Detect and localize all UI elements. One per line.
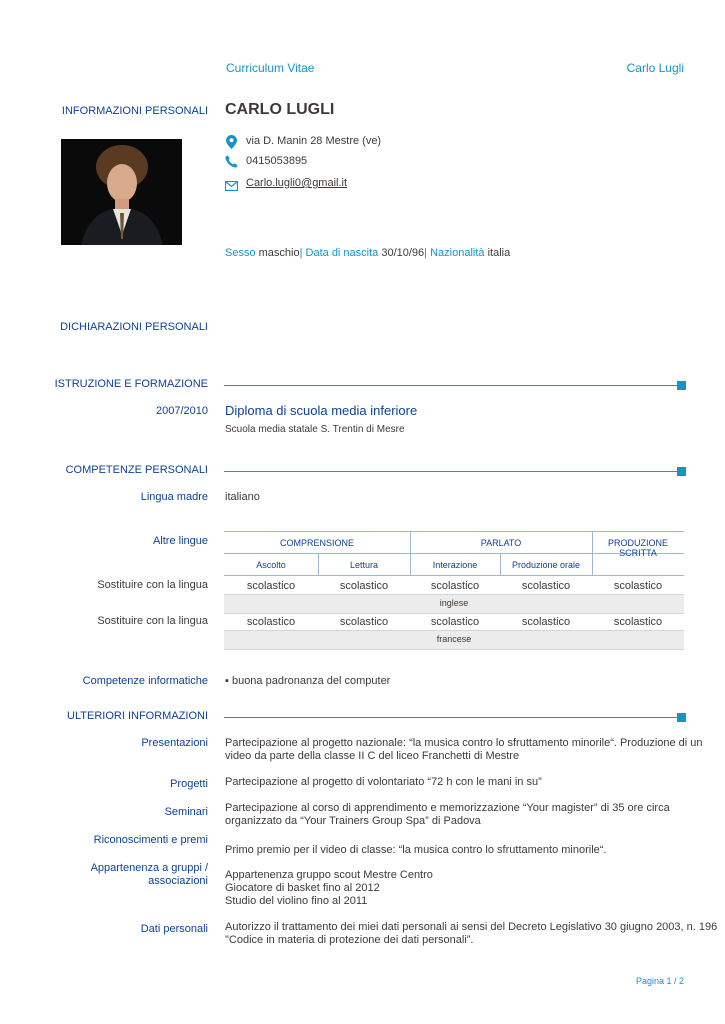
- header-writing: PRODUZIONE SCRITTA: [607, 538, 668, 558]
- personal-data-label: Dati personali: [140, 923, 208, 935]
- other-languages-label: Altre lingue: [152, 535, 208, 547]
- projects-value: Partecipazione al progetto di volontariato “72 h con le mani in su”: [225, 776, 542, 788]
- presentations-label: Presentazioni: [141, 737, 208, 749]
- computer-skills-label: Competenze informatiche: [82, 675, 208, 687]
- document-title: Curriculum Vitae: [226, 61, 315, 75]
- level-oral-production: scolastico: [521, 616, 571, 628]
- personal-data-line-2: "Codice in materia di protezione dei dati personali”.: [225, 934, 474, 946]
- mother-tongue-label: Lingua madre: [140, 491, 208, 503]
- location-pin-icon: [226, 135, 237, 149]
- birth-label: Data di nascita: [302, 247, 382, 259]
- language-row-label: Sostituire con la lingua: [97, 579, 208, 591]
- header-reading: Lettura: [349, 560, 379, 570]
- seminars-label: Seminari: [164, 806, 208, 818]
- language-row-label: Sostituire con la lingua: [97, 615, 208, 627]
- nationality-value: italia: [487, 247, 511, 259]
- header-oral-production: Produzione orale: [511, 560, 581, 570]
- education-school: Scuola media statale S. Trentin di Mesre: [225, 424, 405, 435]
- section-rule: [224, 385, 684, 386]
- level-reading: scolastico: [339, 616, 389, 628]
- seminars-line-2: organizzato da “Your Trainers Group Spa” di Padova: [225, 815, 481, 827]
- nationality-label: Nazionalità: [427, 247, 488, 259]
- header-name: Carlo Lugli: [626, 61, 684, 75]
- profile-photo: [61, 139, 182, 245]
- sex-value: maschio: [255, 247, 300, 259]
- personal-data-line-1: Autorizzo il trattamento dei miei dati personali ai sensi del Decreto Legislativo 30 giugno 2003, n. 196: [225, 921, 718, 933]
- presentations-line-1: Partecipazione al progetto nazionale: “la musica contro lo sfruttamento minorile“. Produzione di un: [225, 737, 703, 749]
- full-name: CARLO LUGLI: [225, 101, 335, 118]
- sex-label: Sesso: [225, 247, 256, 259]
- page-number: Pagina 1 / 2: [635, 976, 684, 986]
- section-skills: COMPETENZE PERSONALI: [65, 464, 208, 476]
- header-comprehension: COMPRENSIONE: [279, 538, 354, 548]
- header-speaking: PARLATO: [480, 538, 522, 548]
- level-oral-production: scolastico: [521, 580, 571, 592]
- email-link[interactable]: Carlo.lugli0@gmail.it: [246, 177, 348, 189]
- section-declarations: DICHIARAZIONI PERSONALI: [60, 321, 208, 333]
- education-title: Diploma di scuola media inferiore: [225, 403, 418, 418]
- language-name: inglese: [439, 598, 469, 608]
- phone-icon: [225, 155, 238, 168]
- mother-tongue-value: italiano: [225, 491, 260, 503]
- section-personal-info: INFORMAZIONI PERSONALI: [61, 105, 208, 117]
- groups-label-line-2: associazioni: [148, 875, 208, 887]
- level-writing: scolastico: [613, 616, 663, 628]
- computer-skills-value: ▪ buona padronanza del computer: [225, 675, 391, 687]
- seminars-line-1: Partecipazione al corso di apprendimento e memorizzazione “Your magister” di 35 ore circa: [225, 802, 670, 814]
- level-interaction: scolastico: [430, 616, 480, 628]
- projects-label: Progetti: [170, 778, 208, 790]
- table-line: [224, 531, 684, 532]
- section-rule: [224, 717, 684, 718]
- header-listening: Ascolto: [256, 560, 286, 570]
- birth-value: 30/10/96: [381, 247, 425, 259]
- awards-label: Riconoscimenti e premi: [93, 834, 208, 846]
- level-interaction: scolastico: [430, 580, 480, 592]
- section-rule: [224, 471, 684, 472]
- groups-line-2: Giocatore di basket fino al 2012: [225, 882, 380, 894]
- personal-details-line: [225, 247, 510, 259]
- section-additional-info: ULTERIORI INFORMAZIONI: [67, 710, 208, 722]
- groups-line-3: Studio del violino fino al 2011: [225, 895, 368, 907]
- level-listening: scolastico: [246, 580, 296, 592]
- level-listening: scolastico: [246, 616, 296, 628]
- table-line: [224, 575, 684, 576]
- level-writing: scolastico: [613, 580, 663, 592]
- groups-line-1: Appartenenza gruppo scout Mestre Centro: [225, 869, 433, 881]
- awards-value: Primo premio per il video di classe: “la musica contro lo sfruttamento minorile“.: [225, 844, 607, 856]
- header-interaction: Interazione: [432, 560, 478, 570]
- section-education: ISTRUZIONE E FORMAZIONE: [54, 378, 208, 390]
- email-icon: [225, 178, 238, 188]
- groups-label-line-1: Appartenenza a gruppi /: [90, 862, 208, 874]
- language-name: francese: [436, 634, 472, 644]
- education-period: 2007/2010: [156, 405, 208, 417]
- presentations-line-2: video da parte della classe II C del liceo Franchetti di Mestre: [225, 750, 520, 762]
- level-reading: scolastico: [339, 580, 389, 592]
- separator: |: [299, 247, 303, 259]
- address: via D. Manin 28 Mestre (ve): [246, 135, 382, 147]
- separator: |: [424, 247, 428, 259]
- phone-number: 0415053895: [246, 155, 308, 167]
